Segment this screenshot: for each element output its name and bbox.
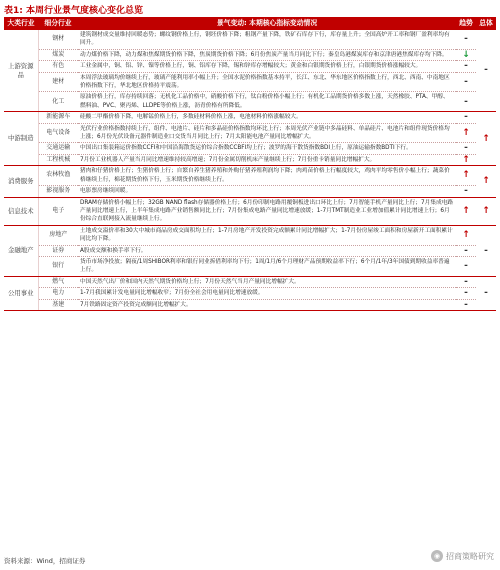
sub-industry-cell: 银行	[38, 256, 78, 276]
indicator-change-cell: 光伏行业价格指数持续上行，组件、电池片、硅片和多晶硅价格指数均环比上行；本周光伏产业链中多晶硅料、单晶硅片、电池片和组件现货价格均上涨；6月份光伏设备元器件制造业口交货当月同比上行；7月太阳能电池产量同比增幅扩大。	[78, 123, 456, 143]
sub-industry-cell: 化工	[38, 92, 78, 112]
major-industry-cell: 中游制造	[4, 112, 38, 166]
table-row	[4, 276, 496, 287]
major-industry-cell: 金融地产	[4, 225, 38, 276]
indicator-change-cell: 动力煤价格下降，动力煤和焦煤期货价格下降，焦炭期货价格下降；6月份焦炭产量当月同比下行；秦皇岛港煤炭库存和京津唐港焦煤库存均下降。	[78, 49, 456, 60]
major-industry-cell: 公用事业	[4, 276, 38, 310]
sub-industry-cell: 工程机械	[38, 154, 78, 165]
sub-industry-cell: 电力	[38, 288, 78, 299]
indicator-change-cell: 工业金属中，铜、铝、锌、镍等价格上行，铜、铝库存下降，锡和锌库存增幅较大；黄金和白银期货价格上行，白银期货价格涨幅较大。	[78, 61, 456, 72]
table-row	[4, 256, 496, 276]
table-body	[4, 30, 496, 310]
table-row	[4, 72, 496, 92]
major-industry-cell: 信息技术	[4, 197, 38, 225]
header-sub-industry: 细分行业	[38, 17, 78, 30]
table-row	[4, 49, 496, 60]
overall-flat-indicator: -	[476, 276, 496, 310]
table-row	[4, 112, 496, 123]
indicator-change-cell: 7月铁路固定资产投资完成额同比增幅扩大。	[78, 299, 456, 310]
table-row	[4, 30, 496, 49]
source-note: 资料来源：Wind，招商证券	[4, 557, 86, 565]
overall-up-arrow-icon: ↑	[476, 197, 496, 225]
table-header-row	[4, 17, 496, 30]
major-industry-cell: 上游资源品	[4, 30, 38, 112]
indicator-change-cell: 原油价格上行，库存持续回落；无机化工品价格中，硝酸价格下行，钛白粉价格小幅上行；有机化工品期货价格多数上涨，天然橡胶、PTA、甲醇、燃料油、PVC、聚丙烯、LLDPE等价格上涨，沥青价格有所降低。	[78, 92, 456, 112]
indicator-change-cell: 中国出口集装箱运价指数CCFI和中国沿海散货运价综合指数CCBFI均上行；波罗的海干散货指数BDI上行，原油运输指数BDTI下行。	[78, 143, 456, 154]
indicator-change-cell: 硅酸二甲酯价格下降，电解锰价格上行，多数硅材料价格上涨，电池材料价格涨幅较大。	[78, 112, 456, 123]
trend-flat-indicator: -	[456, 61, 476, 72]
trend-flat-indicator: -	[456, 72, 476, 92]
overall-flat-indicator: -	[476, 30, 496, 112]
watermark-text: 招商策略研究	[446, 551, 494, 561]
sub-industry-cell: 电子	[38, 197, 78, 225]
trend-up-arrow-icon: ↑	[456, 225, 476, 245]
industry-overview-table	[4, 17, 496, 311]
indicator-change-cell: DRAM存储价格小幅上行；32GB NAND flash存储器价格上行；6月份印制电路用覆铜板进出口环比上行；7月智能手机产量同比上行；7月集成电路产量同比增速上行，上半年集成电路产业销售额同比上行；7月份集成电路产量同比增速放缓；1-7月TMT制造业工业增加值累计同比增速上行；6月份综合直联网接入流量继续上行。	[78, 197, 456, 225]
sub-industry-cell: 房地产	[38, 225, 78, 245]
table-row	[4, 197, 496, 225]
trend-up-arrow-icon: ↑	[456, 197, 476, 225]
trend-up-arrow-icon: ↑	[456, 123, 476, 143]
table-row	[4, 186, 496, 197]
header-major-industry: 大类行业	[4, 17, 38, 30]
sub-industry-cell: 建材	[38, 72, 78, 92]
sub-industry-cell: 有色	[38, 61, 78, 72]
overall-up-arrow-icon: ↑	[476, 112, 496, 166]
indicator-change-cell: 电影票房继续回暖。	[78, 186, 456, 197]
trend-flat-indicator: -	[456, 299, 476, 310]
trend-flat-indicator: -	[456, 112, 476, 123]
indicator-change-cell: 猪肉和仔猪价格上行；生猪价格上行；自繁自养生猪养殖和外购仔猪养殖利润均下降；肉鸡苗价格上行幅度较大，鸡肉平均零售价小幅上行；蔬菜价格继续上行，棉花期货价格下行，玉米期货价格继续上行。	[78, 166, 456, 186]
table-row	[4, 154, 496, 165]
table-row	[4, 245, 496, 256]
header-trend: 趋势	[456, 17, 476, 30]
header-overall: 总体	[476, 17, 496, 30]
overall-flat-indicator: -	[476, 225, 496, 276]
sub-industry-cell: 影视服务	[38, 186, 78, 197]
overall-up-arrow-icon: ↑	[476, 166, 496, 197]
table-row	[4, 123, 496, 143]
trend-down-arrow-icon: ↓	[456, 49, 476, 60]
indicator-change-cell: 货币市场净投放；隔夜/1周SHIBOR利率和银行同业拆借利率均下行；1周/1月/6个月理财产品预期收益率下行；6个月/1年/3年国债到期收益率普遍上行。	[78, 256, 456, 276]
trend-flat-indicator: -	[456, 186, 476, 197]
wechat-logo-icon: ◉	[431, 550, 443, 562]
major-industry-cell: 消费服务	[4, 166, 38, 197]
trend-flat-indicator: -	[456, 92, 476, 112]
sub-industry-cell: 农林牧渔	[38, 166, 78, 186]
indicator-change-cell: 土地成交溢价率和30大中城市商品房成交面积均上行；1-7月房地产开发投资完成额累计同比增幅扩大；1-7月份房屋竣工面积和房屋新开工面积累计同比均下降。	[78, 225, 456, 245]
indicator-change-cell: 7月份工业机器人产量当月同比增速维持较高增速；7月份金属切削机床产量继续上行；7月份重卡销量同比增幅扩大。	[78, 154, 456, 165]
trend-flat-indicator: -	[456, 245, 476, 256]
table-row	[4, 225, 496, 245]
trend-flat-indicator: -	[456, 143, 476, 154]
watermark	[431, 550, 494, 562]
table-row	[4, 61, 496, 72]
table-title: 表1: 本周行业景气度核心变化总览	[4, 6, 143, 16]
indicator-change-cell: 本周浮法玻璃均价继续上行，玻璃产能利用率小幅上升；全国水泥价格指数基本持平，长江、东北、华东地区价格指数上行，西北、西南、中南地区价格指数下行，华北地区价格持平震荡。	[78, 72, 456, 92]
table-row	[4, 166, 496, 186]
trend-up-arrow-icon: ↑	[456, 154, 476, 165]
table-row	[4, 92, 496, 112]
sub-industry-cell: 煤炭	[38, 49, 78, 60]
sub-industry-cell: 电气设备	[38, 123, 78, 143]
indicator-change-cell: 1-7月我国累计发电量同比增幅收窄；7月份全社会用电量同比增速放缓。	[78, 288, 456, 299]
indicator-change-cell: 中国天然气出厂价和国内天然气期货价格均上行；7月份天然气当月产量同比增幅扩大。	[78, 276, 456, 287]
table-row	[4, 288, 496, 299]
sub-industry-cell: 新能源车	[38, 112, 78, 123]
trend-flat-indicator: -	[456, 256, 476, 276]
trend-up-arrow-icon: ↑	[456, 166, 476, 186]
trend-flat-indicator: -	[456, 30, 476, 49]
sub-industry-cell: 钢材	[38, 30, 78, 49]
sub-industry-cell: 交通运输	[38, 143, 78, 154]
trend-flat-indicator: -	[456, 276, 476, 287]
indicator-change-cell: A股成交额和换手率下行。	[78, 245, 456, 256]
table-row	[4, 299, 496, 310]
header-indicator-change: 景气变动: 本期核心指标变动情况	[78, 17, 456, 30]
table-row	[4, 143, 496, 154]
sub-industry-cell: 证券	[38, 245, 78, 256]
trend-flat-indicator: -	[456, 288, 476, 299]
indicator-change-cell: 建筑钢材成交量维持回暖态势；螺纹钢价格上行，钢坯价格下降；粗钢产量下降，铁矿石库存下行，库存量上升；全国高炉开工率和钢厂盈利率均有回升。	[78, 30, 456, 49]
sub-industry-cell: 燃气	[38, 276, 78, 287]
sub-industry-cell: 基建	[38, 299, 78, 310]
